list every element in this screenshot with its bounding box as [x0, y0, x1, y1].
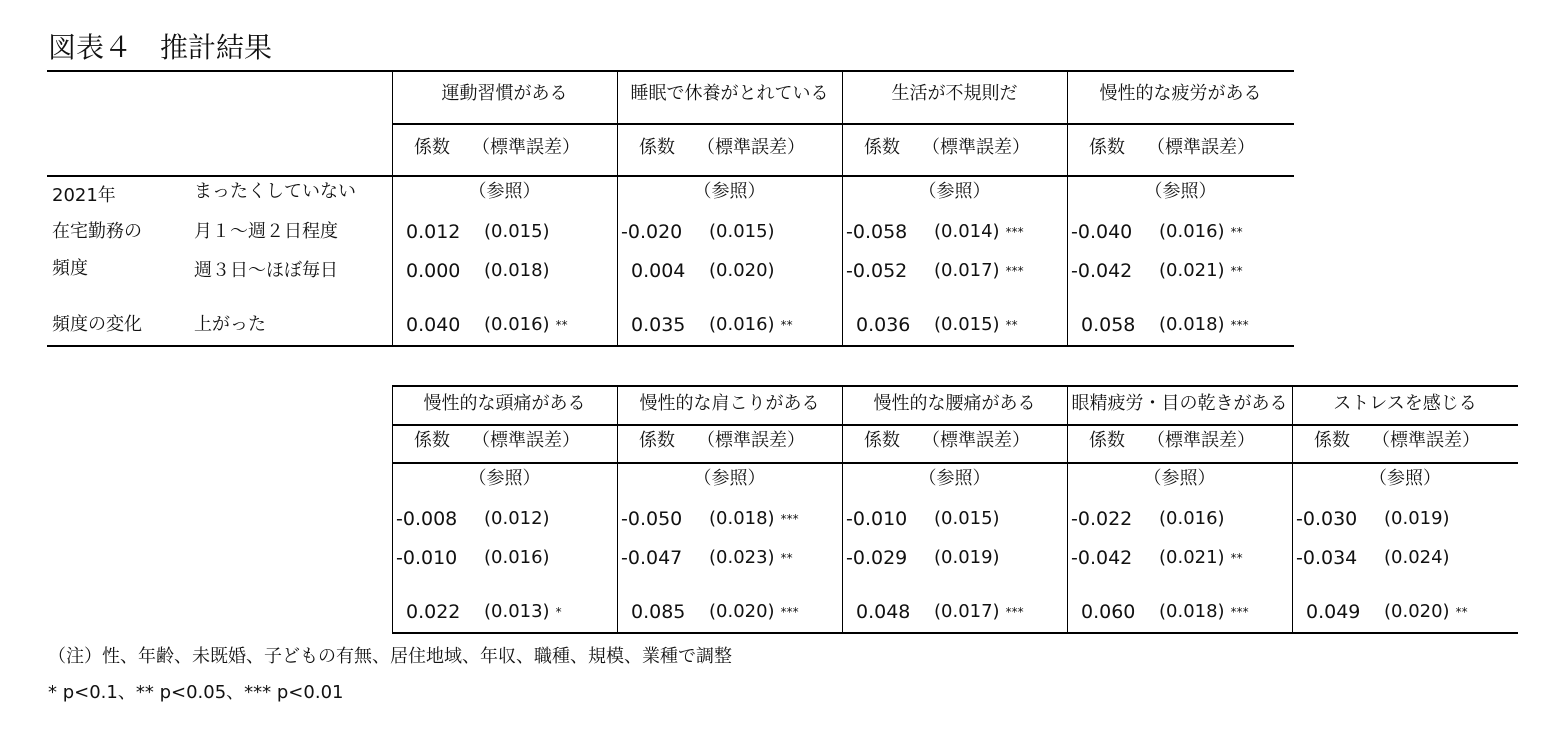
standard-error-value: (0.017) [934, 260, 1000, 281]
figure-title: 図表４ 推計結果 [48, 31, 273, 64]
coefficient: 0.000 [406, 260, 461, 282]
se-subheader: （標準誤差） [472, 430, 580, 451]
reference-label: （参照） [693, 468, 766, 489]
column-header: 慢性的な疲労がある [1099, 83, 1262, 104]
coefficient: 0.058 [1081, 314, 1136, 336]
standard-error [484, 313, 568, 338]
standard-error-value: (0.012) [484, 508, 550, 529]
standard-error-value: (0.015) [934, 314, 1000, 335]
coefficient: 0.012 [406, 221, 461, 243]
coef-subheader: 係数 [639, 430, 675, 451]
standard-error [709, 259, 775, 283]
column-header: 慢性的な腰痛がある [873, 393, 1036, 414]
standard-error [1159, 220, 1243, 245]
coefficient: -0.034 [1296, 547, 1358, 569]
table-rule [47, 345, 1294, 347]
reference-label: （参照） [1143, 468, 1216, 489]
column-header: 睡眠で休養がとれている [630, 83, 829, 104]
standard-error [1384, 546, 1450, 570]
standard-error [709, 600, 799, 625]
standard-error [709, 507, 799, 532]
standard-error [1384, 507, 1450, 531]
table-rule [47, 175, 1294, 177]
standard-error-value: (0.018) [709, 508, 775, 529]
coefficient: -0.052 [846, 260, 908, 282]
table-column-divider [392, 385, 393, 633]
significance-stars: *** [780, 512, 799, 526]
standard-error-value: (0.020) [1384, 601, 1450, 622]
table-rule [47, 70, 1294, 72]
coefficient: 0.036 [856, 314, 911, 336]
table-column-divider [1067, 385, 1068, 633]
table-column-divider [1292, 385, 1293, 633]
standard-error [484, 220, 550, 244]
standard-error [934, 546, 1000, 570]
significance-stars: ** [1455, 605, 1468, 619]
coef-subheader: 係数 [864, 430, 900, 451]
standard-error-value: (0.018) [1159, 314, 1225, 335]
se-subheader: （標準誤差） [922, 137, 1030, 158]
standard-error [709, 313, 793, 338]
standard-error [934, 600, 1024, 625]
table-rule [392, 385, 1518, 387]
standard-error [934, 220, 1024, 245]
reference-label: （参照） [1369, 468, 1441, 489]
significance-stars: *** [1230, 605, 1249, 619]
table-rule [392, 632, 1518, 634]
reference-label: （参照） [693, 181, 766, 202]
significance-stars: ** [555, 318, 568, 332]
column-header: 生活が不規則だ [891, 83, 1018, 104]
standard-error [934, 313, 1018, 338]
row-label: 週３日～ほぼ毎日 [194, 260, 338, 281]
standard-error [709, 546, 793, 571]
standard-error [1384, 600, 1468, 625]
coefficient: -0.010 [846, 508, 908, 530]
coef-subheader: 係数 [1089, 137, 1125, 158]
coefficient: -0.029 [846, 547, 908, 569]
row-label: 上がった [194, 314, 266, 335]
row-label: 月１～週２日程度 [194, 221, 338, 242]
row-label: まったくしていない [194, 181, 356, 202]
table-rule [392, 123, 1294, 125]
standard-error [484, 259, 550, 283]
coefficient: -0.008 [396, 508, 458, 530]
coefficient: 0.040 [406, 314, 461, 336]
table-column-divider [617, 385, 618, 633]
standard-error-value: (0.017) [934, 601, 1000, 622]
coefficient: -0.047 [621, 547, 683, 569]
se-subheader: （標準誤差） [697, 137, 805, 158]
standard-error [1159, 600, 1249, 625]
coef-subheader: 係数 [414, 430, 450, 451]
standard-error-value: (0.018) [484, 260, 550, 281]
standard-error-value: (0.016) [484, 547, 550, 568]
coefficient: 0.022 [406, 601, 461, 623]
standard-error [484, 507, 550, 531]
standard-error [1159, 259, 1243, 284]
standard-error [484, 600, 562, 625]
table-rule [392, 424, 1518, 426]
standard-error [484, 546, 550, 570]
se-subheader: （標準誤差） [697, 430, 805, 451]
note-significance: * p<0.1、** p<0.05、*** p<0.01 [48, 682, 344, 703]
standard-error-value: (0.024) [1384, 547, 1450, 568]
column-header: 慢性的な頭痛がある [423, 393, 586, 414]
column-header: ストレスを感じる [1333, 393, 1477, 414]
standard-error-value: (0.015) [934, 508, 1000, 529]
standard-error [934, 507, 1000, 531]
group-label: 2021年 [52, 185, 116, 206]
coef-subheader: 係数 [639, 137, 675, 158]
coefficient: -0.010 [396, 547, 458, 569]
table-column-divider [842, 70, 843, 346]
coefficient: -0.030 [1296, 508, 1358, 530]
standard-error-value: (0.019) [1384, 508, 1450, 529]
significance-stars: * [555, 605, 562, 619]
coefficient: 0.085 [631, 601, 686, 623]
coefficient: -0.042 [1071, 547, 1133, 569]
group-label: 頻度 [52, 258, 88, 279]
coefficient: 0.035 [631, 314, 686, 336]
coefficient: 0.048 [856, 601, 911, 623]
column-header: 運動習慣がある [441, 83, 568, 104]
column-header: 眼精疲労・目の乾きがある [1071, 393, 1288, 414]
se-subheader: （標準誤差） [472, 137, 580, 158]
coefficient: -0.042 [1071, 260, 1133, 282]
standard-error-value: (0.016) [709, 314, 775, 335]
standard-error-value: (0.016) [1159, 508, 1225, 529]
table-column-divider [842, 385, 843, 633]
standard-error-value: (0.019) [934, 547, 1000, 568]
coefficient: -0.020 [621, 221, 683, 243]
significance-stars: *** [1005, 225, 1024, 239]
standard-error-value: (0.021) [1159, 260, 1225, 281]
coefficient: -0.050 [621, 508, 683, 530]
reference-label: （参照） [1144, 181, 1217, 202]
note-controls: （注）性、年齢、未既婚、子どもの有無、居住地域、年収、職種、規模、業種で調整 [48, 646, 732, 667]
table-column-divider [1067, 70, 1068, 346]
coef-subheader: 係数 [864, 137, 900, 158]
se-subheader: （標準誤差） [1372, 430, 1480, 451]
standard-error-value: (0.016) [1159, 221, 1225, 242]
standard-error [1159, 546, 1243, 571]
table-rule [392, 462, 1518, 464]
significance-stars: ** [780, 551, 793, 565]
significance-stars: ** [1230, 225, 1243, 239]
significance-stars: *** [1005, 605, 1024, 619]
standard-error [1159, 313, 1249, 338]
table-column-divider [617, 70, 618, 346]
standard-error-value: (0.023) [709, 547, 775, 568]
significance-stars: ** [1230, 264, 1243, 278]
significance-stars: ** [1005, 318, 1018, 332]
coef-subheader: 係数 [1089, 430, 1125, 451]
reference-label: （参照） [468, 181, 541, 202]
reference-label: （参照） [918, 181, 991, 202]
coefficient: -0.022 [1071, 508, 1133, 530]
standard-error [1159, 507, 1225, 531]
significance-stars: *** [1230, 318, 1249, 332]
coefficient: -0.040 [1071, 221, 1133, 243]
standard-error-value: (0.015) [709, 221, 775, 242]
se-subheader: （標準誤差） [1147, 137, 1255, 158]
standard-error-value: (0.020) [709, 601, 775, 622]
se-subheader: （標準誤差） [922, 430, 1030, 451]
standard-error [709, 220, 775, 244]
significance-stars: *** [1005, 264, 1024, 278]
standard-error-value: (0.014) [934, 221, 1000, 242]
coefficient: 0.060 [1081, 601, 1136, 623]
coefficient: 0.049 [1306, 601, 1361, 623]
significance-stars: *** [780, 605, 799, 619]
coef-subheader: 係数 [414, 137, 450, 158]
standard-error-value: (0.018) [1159, 601, 1225, 622]
significance-stars: ** [780, 318, 793, 332]
table-column-divider [392, 70, 393, 346]
group-label: 在宅勤務の [52, 221, 142, 242]
standard-error-value: (0.013) [484, 601, 550, 622]
standard-error-value: (0.020) [709, 260, 775, 281]
standard-error-value: (0.015) [484, 221, 550, 242]
coefficient: -0.058 [846, 221, 908, 243]
se-subheader: （標準誤差） [1147, 430, 1255, 451]
group-label: 頻度の変化 [52, 314, 142, 335]
coefficient: 0.004 [631, 260, 686, 282]
column-header: 慢性的な肩こりがある [639, 393, 820, 414]
significance-stars: ** [1230, 551, 1243, 565]
reference-label: （参照） [918, 468, 991, 489]
standard-error [934, 259, 1024, 284]
reference-label: （参照） [468, 468, 541, 489]
standard-error-value: (0.016) [484, 314, 550, 335]
standard-error-value: (0.021) [1159, 547, 1225, 568]
coef-subheader: 係数 [1314, 430, 1350, 451]
